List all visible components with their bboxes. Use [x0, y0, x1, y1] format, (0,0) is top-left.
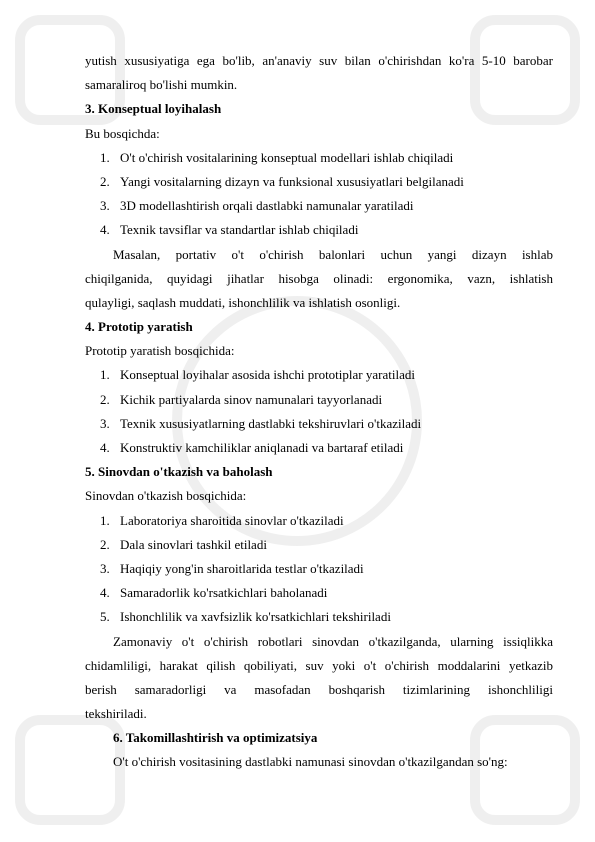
list-text: Samaradorlik ko'rsatkichlari baholanadi — [120, 585, 328, 601]
list-item — [85, 388, 553, 412]
list-item — [85, 581, 553, 605]
list-item — [85, 170, 553, 194]
list-number: 1. — [100, 367, 110, 383]
list-number: 3. — [100, 560, 110, 576]
section-5-lead: Sinovdan o'tkazish bosqichida: — [85, 488, 247, 504]
list-number: 2. — [100, 173, 110, 189]
section-3-paragraph-line-1: Masalan, portativ o't o'chirish balonlari uchun yangi dizayn ishlab — [113, 246, 553, 262]
list-number: 3. — [100, 198, 110, 214]
list-item — [85, 436, 553, 460]
section-5-paragraph-line-4: tekshiriladi. — [85, 706, 147, 722]
list-text: Konstruktiv kamchiliklar aniqlanadi va bartaraf etiladi — [120, 440, 404, 455]
intro-line-1: yutish xususiyatiga ega bo'lib, an'anaviy suv bilan o'chirishdan ko'ra 5-10 barobar — [85, 53, 553, 68]
list-item — [85, 533, 553, 557]
list-item — [85, 194, 553, 218]
section-6-heading: 6. Takomillashtirish va optimizatsiya — [113, 730, 318, 746]
list-number: 4. — [100, 222, 110, 238]
list-number: 1. — [100, 512, 110, 528]
list-number: 3. — [100, 415, 110, 431]
section-3-lead: Bu bosqichda: — [85, 125, 160, 141]
list-number: 2. — [100, 536, 110, 552]
section-4-lead: Prototip yaratish bosqichida: — [85, 343, 235, 359]
section-3-paragraph-line-3: qulayligi, saqlash muddati, ishonchlilik va ishlatish osonligi. — [85, 294, 401, 310]
document-page — [85, 49, 553, 775]
list-number: 5. — [100, 609, 110, 625]
list-number: 4. — [100, 440, 110, 455]
section-3-heading: 3. Konseptual loyihalash — [85, 101, 222, 117]
list-text: Laboratoriya sharoitida sinovlar o'tkaziladi — [120, 512, 344, 528]
list-item — [85, 557, 553, 581]
list-item — [85, 218, 553, 242]
list-number: 1. — [100, 149, 110, 165]
list-text: Texnik tavsiflar va standartlar ishlab chiqiladi — [120, 222, 359, 238]
list-text: 3D modellashtirish orqali dastlabki namunalar yaratiladi — [120, 198, 414, 214]
list-text: Konseptual loyihalar asosida ishchi prototiplar yaratiladi — [120, 367, 415, 383]
list-item — [85, 363, 553, 387]
list-item — [85, 146, 553, 170]
list-number: 2. — [100, 391, 110, 407]
section-5-paragraph-line-1: Zamonaviy o't o'chirish robotlari sinovdan o'tkazilganda, ularning issiqlikka — [113, 633, 553, 649]
list-item — [85, 605, 553, 629]
list-text: Yangi vositalarning dizayn va funksional xususiyatlari belgilanadi — [120, 173, 464, 189]
list-item — [85, 412, 553, 436]
list-text: Kichik partiyalarda sinov namunalari tayyorlanadi — [120, 391, 383, 407]
list-text: Haqiqiy yong'in sharoitlarida testlar o'tkaziladi — [120, 560, 364, 576]
list-text: O't o'chirish vositalarining konseptual modellari ishlab chiqiladi — [120, 149, 454, 165]
section-4-heading: 4. Prototip yaratish — [85, 319, 193, 335]
list-number: 4. — [100, 585, 110, 601]
list-text: Ishonchlilik va xavfsizlik ko'rsatkichlari tekshiriladi — [120, 609, 391, 625]
list-text: Texnik xususiyatlarning dastlabki tekshiruvlari o'tkaziladi — [120, 415, 422, 431]
section-5-paragraph-line-3: berish samaradorligi va masofadan boshqarish tizimlarining ishonchliligi — [85, 681, 553, 697]
list-item — [85, 509, 553, 533]
section-6-lead: O't o'chirish vositasining dastlabki namunasi sinovdan o'tkazilgandan so'ng: — [113, 754, 508, 770]
intro-line-2: samaraliroq bo'lishi mumkin. — [85, 77, 238, 93]
section-3-paragraph-line-2: chiqilganida, quyidagi jihatlar hisobga olinadi: ergonomika, vazn, ishlatish — [85, 270, 553, 286]
section-5-paragraph-line-2: chidamliligi, harakat qilish qobiliyati, suv yoki o't o'chirish moddalarini yetkazib — [85, 657, 553, 673]
list-text: Dala sinovlari tashkil etiladi — [120, 536, 267, 552]
section-5-heading: 5. Sinovdan o'tkazish va baholash — [85, 464, 273, 480]
